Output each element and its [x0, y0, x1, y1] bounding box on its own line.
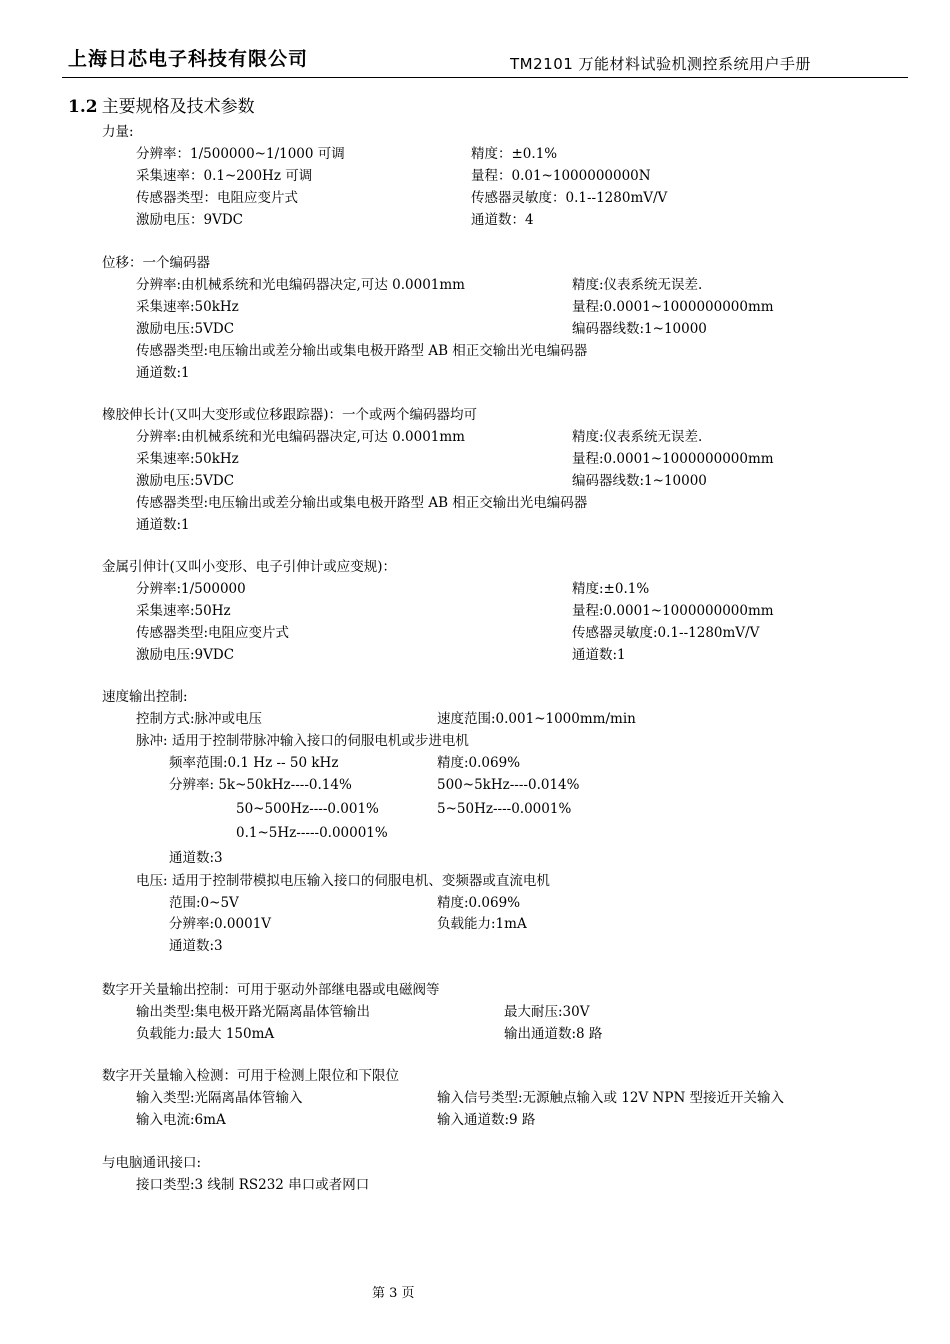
digital-out-max-voltage: 最大耐压:30V	[504, 1004, 590, 1020]
displacement-title: 位移：一个编码器	[102, 255, 210, 271]
rubber-channels: 通道数:1	[136, 517, 190, 533]
displacement-range: 量程:0.0001~1000000000mm	[572, 299, 774, 315]
speed-title: 速度输出控制:	[102, 689, 188, 705]
force-range: 量程：0.01~1000000000N	[471, 168, 651, 184]
digital-out-title: 数字开关量输出控制：可用于驱动外部继电器或电磁阀等	[102, 982, 440, 998]
pulse-resolution-d: 5~50Hz----0.0001%	[437, 801, 572, 817]
displacement-sampling: 采集速率:50kHz	[136, 299, 239, 315]
metal-resolution: 分辨率:1/500000	[136, 581, 246, 597]
digital-in-current: 输入电流:6mA	[136, 1112, 226, 1128]
voltage-range: 范围:0~5V	[169, 895, 239, 911]
displacement-resolution: 分辨率:由机械系统和光电编码器决定,可达 0.0001mm	[136, 277, 465, 293]
digital-in-title: 数字开关量输入检测：可用于检测上限位和下限位	[102, 1068, 399, 1084]
manual-title: TM2101 万能材料试验机测控系统用户手册	[510, 55, 812, 73]
rubber-title: 橡胶伸长计(又叫大变形或位移跟踪器)：一个或两个编码器均可	[102, 407, 478, 423]
pulse-resolution-c: 50~500Hz----0.001%	[236, 801, 379, 817]
rubber-sampling: 采集速率:50kHz	[136, 451, 239, 467]
pulse-resolution-e: 0.1~5Hz-----0.00001%	[236, 825, 388, 841]
company-name: 上海日芯电子科技有限公司	[68, 48, 309, 70]
force-title: 力量:	[102, 124, 134, 140]
voltage-accuracy: 精度:0.069%	[437, 895, 521, 911]
force-sensitivity: 传感器灵敏度：0.1--1280mV/V	[471, 190, 668, 206]
force-channels: 通道数：4	[471, 212, 534, 228]
metal-title: 金属引伸计(又叫小变形、电子引伸计或应变规)：	[102, 559, 397, 575]
force-sensor: 传感器类型：电阻应变片式	[136, 190, 298, 206]
rubber-sensor: 传感器类型:电压输出或差分输出或集电极开路型 AB 相正交输出光电编码器	[136, 495, 588, 511]
metal-sensor: 传感器类型:电阻应变片式	[136, 625, 290, 641]
comm-title: 与电脑通讯接口:	[102, 1155, 202, 1171]
displacement-accuracy: 精度:仪表系统无误差.	[572, 277, 703, 293]
displacement-excitation: 激励电压:5VDC	[136, 321, 235, 337]
force-accuracy: 精度：±0.1%	[471, 146, 558, 162]
rubber-range: 量程:0.0001~1000000000mm	[572, 451, 774, 467]
speed-mode: 控制方式:脉冲或电压	[136, 711, 263, 727]
rubber-resolution: 分辨率:由机械系统和光电编码器决定,可达 0.0001mm	[136, 429, 465, 445]
digital-out-channels: 输出通道数:8 路	[504, 1026, 603, 1042]
voltage-channels: 通道数:3	[169, 938, 223, 954]
pulse-resolution-b: 500~5kHz----0.014%	[437, 777, 580, 793]
pulse-channels: 通道数:3	[169, 850, 223, 866]
rubber-excitation: 激励电压:5VDC	[136, 473, 235, 489]
metal-accuracy: 精度:±0.1%	[572, 581, 650, 597]
speed-range: 速度范围:0.001~1000mm/min	[437, 711, 636, 727]
force-sampling: 采集速率：0.1~200Hz 可调	[136, 168, 313, 184]
pulse-title: 脉冲: 适用于控制带脉冲输入接口的伺服电机或步进电机	[136, 733, 469, 749]
section-title: 主要规格及技术参数	[101, 97, 255, 117]
digital-out-load: 负载能力:最大 150mA	[136, 1026, 275, 1042]
digital-in-signal: 输入信号类型:无源触点输入或 12V NPN 型接近开关输入	[437, 1090, 785, 1106]
displacement-channels: 通道数:1	[136, 365, 190, 381]
header-rule	[62, 77, 908, 78]
force-resolution: 分辨率：1/500000~1/1000 可调	[136, 146, 345, 162]
voltage-title: 电压: 适用于控制带模拟电压输入接口的伺服电机、变频器或直流电机	[136, 873, 550, 889]
digital-in-type: 输入类型:光隔离晶体管输入	[136, 1090, 303, 1106]
force-excitation: 激励电压：9VDC	[136, 212, 243, 228]
pulse-resolution-a: 分辨率: 5k~50kHz----0.14%	[169, 777, 352, 793]
metal-sensitivity: 传感器灵敏度:0.1--1280mV/V	[572, 625, 760, 641]
pulse-accuracy: 精度:0.069%	[437, 755, 521, 771]
metal-sampling: 采集速率:50Hz	[136, 603, 231, 619]
page-number: 第 3 页	[372, 1286, 415, 1301]
metal-range: 量程:0.0001~1000000000mm	[572, 603, 774, 619]
displacement-sensor: 传感器类型:电压输出或差分输出或集电极开路型 AB 相正交输出光电编码器	[136, 343, 588, 359]
displacement-lines: 编码器线数:1~10000	[572, 321, 707, 337]
comm-type: 接口类型:3 线制 RS232 串口或者网口	[136, 1177, 370, 1193]
section-number: 1.2	[68, 97, 98, 117]
rubber-accuracy: 精度:仪表系统无误差.	[572, 429, 703, 445]
digital-in-channels: 输入通道数:9 路	[437, 1112, 536, 1128]
digital-out-type: 输出类型:集电极开路光隔离晶体管输出	[136, 1004, 371, 1020]
section-heading	[68, 92, 255, 117]
voltage-resolution: 分辨率:0.0001V	[169, 916, 272, 932]
pulse-freq-range: 频率范围:0.1 Hz -- 50 kHz	[169, 755, 339, 771]
voltage-load: 负载能力:1mA	[437, 916, 527, 932]
metal-channels: 通道数:1	[572, 647, 626, 663]
metal-excitation: 激励电压:9VDC	[136, 647, 235, 663]
rubber-lines: 编码器线数:1~10000	[572, 473, 707, 489]
